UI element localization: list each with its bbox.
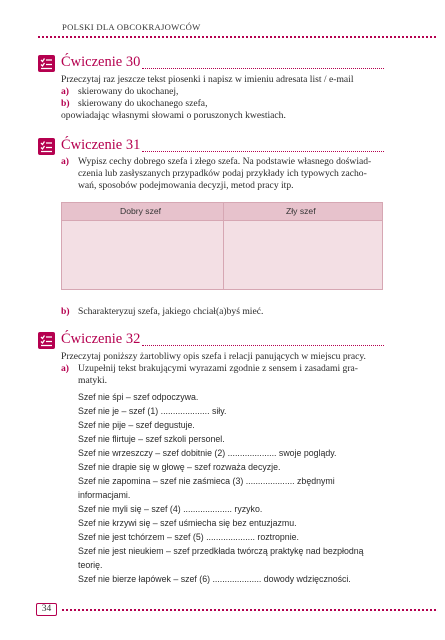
footer-dotted-rule (62, 609, 436, 611)
exercise-31-item-a-line: wań, sposobów podejmowania decyzji, metod pracy itp. (78, 180, 294, 191)
exercise-30-dotted-rule (142, 68, 384, 69)
boss-text-line: Szef nie je – szef (1) .................... siły. (78, 406, 227, 416)
exercise-31-item-b: Scharakteryzuj szefa, jakiego chciał(a)byś mieć. (78, 306, 264, 317)
exercise-32-dotted-rule (142, 345, 384, 346)
exercise-31-dotted-rule (142, 151, 384, 152)
boss-text-line: Szef nie śpi – szef odpoczywa. (78, 392, 199, 402)
table-header-bad-boss: Zły szef (286, 206, 316, 216)
boss-text-line: Szef nie krzywi się – szef uśmiecha się bez entuzjazmu. (78, 518, 297, 528)
exercise-32-item-a-letter: a) (61, 363, 69, 374)
exercise-30-outro: opowiadając własnymi słowami o poruszonych kwestiach. (61, 110, 286, 121)
exercise-31-title: Ćwiczenie 31 (61, 137, 141, 153)
exercise-32-item-a-line: matyki. (78, 375, 108, 386)
exercise-list-icon (38, 332, 55, 349)
exercise-list-icon (38, 138, 55, 155)
table-header-row (62, 203, 382, 221)
boss-text-line: Szef nie zapomina – szef nie zaśmieca (3) .................... zbędnymi (78, 476, 335, 486)
table-column-divider (223, 203, 224, 289)
exercise-32-item-a-line: Uzupełnij tekst brakującymi wyrazami zgodnie z sensem i zasadami gra- (78, 363, 358, 374)
boss-text-line: Szef nie jest nieukiem – szef przedkłada twórczą praktykę nad bezpłodną (78, 546, 364, 556)
exercise-31-item-a-line: czenia lub zasłyszanych przypadków podaj przykłady ich typowych zacho- (78, 168, 367, 179)
running-header: POLSKI DLA OBCOKRAJOWCÓW (62, 22, 201, 32)
boss-text-line: Szef nie drapie się w głowę – szef rozważa decyzje. (78, 462, 281, 472)
boss-text-line: Szef nie wrzeszczy – szef dobitnie (2) .................... swoje poglądy. (78, 448, 337, 458)
exercise-30-item-b-letter: b) (61, 98, 70, 109)
exercise-30-intro: Przeczytaj raz jeszcze tekst piosenki i napisz w imieniu adresata list / e-mail (61, 74, 354, 85)
page-number-box (36, 603, 57, 616)
header-dotted-rule (38, 36, 436, 38)
exercise-31-item-a-line: Wypisz cechy dobrego szefa i złego szefa. Na podstawie własnego doświad- (78, 156, 372, 167)
boss-text-line: informacjami. (78, 490, 131, 500)
exercise-32-title: Ćwiczenie 32 (61, 331, 141, 347)
exercise-30-item-b: skierowany do ukochanego szefa, (78, 98, 208, 109)
boss-text-line: Szef nie bierze łapówek – szef (6) .................... dowody wdzięczności. (78, 574, 351, 584)
page-number: 34 (41, 604, 52, 614)
exercise-30-title: Ćwiczenie 30 (61, 54, 141, 70)
exercise-32-intro: Przeczytaj poniższy żartobliwy opis szefa i relacji panujących w miejscu pracy. (61, 351, 366, 362)
good-bad-boss-table (61, 202, 383, 290)
boss-text-line: Szef nie jest tchórzem – szef (5) .................... roztropnie. (78, 532, 299, 542)
exercise-31-item-b-letter: b) (61, 306, 70, 317)
boss-text-line: Szef nie flirtuje – szef szkoli personel. (78, 434, 225, 444)
boss-text-line: teorię. (78, 560, 103, 570)
exercise-30-item-a-letter: a) (61, 86, 69, 97)
boss-text-line: Szef nie myli się – szef (4) .................... ryzyko. (78, 504, 263, 514)
table-header-good-boss: Dobry szef (120, 206, 162, 216)
boss-text-line: Szef nie pije – szef degustuje. (78, 420, 195, 430)
exercise-list-icon (38, 55, 55, 72)
exercise-30-item-a: skierowany do ukochanej, (78, 86, 179, 97)
exercise-31-item-a-letter: a) (61, 156, 69, 167)
